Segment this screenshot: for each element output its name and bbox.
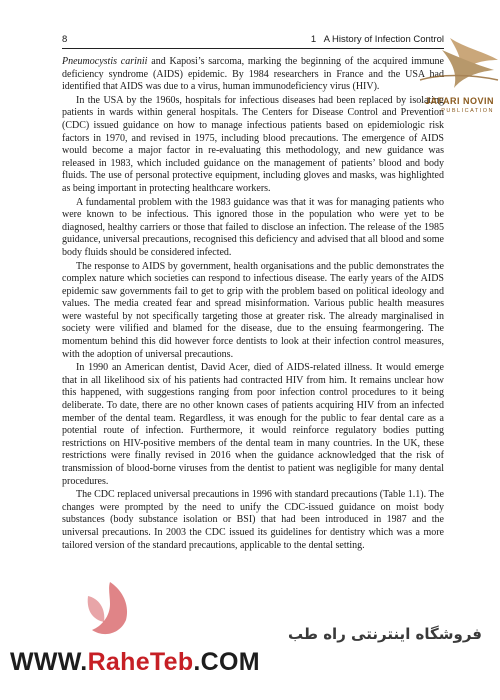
paragraph-text: and Kaposi’s sarcoma, marking the beginning of the acquired immune deficiency syndrome (AIDS) epidemic. By 1984 researchers in France and the USA had identified that AIDS was due to a virus, human immunodeficiency virus (HIV).	[62, 56, 444, 93]
url-suffix: .COM	[193, 648, 260, 676]
store-url	[10, 648, 490, 677]
paragraph-5: In 1990 an American dentist, David Acer, died of AIDS-related illness. It would emerge that in all likelihood six of his patients had contracted HIV from him. It remains unclear how this happened, with suggestions ranging from poor infection control procedures to it being deliberate. To date, there are no other known cases of patients acquiring HIV from an infected member of the dental team. Regardless, it was enough for the public to fear dental care as a potential route of infection. Furthermore, it would reinforce regulatory bodies putting restrictions on HIV-positive members of the dental team in many countries. In the UK, these restrictions were finally revised in 2016 when the guidance acknowledged that the risk of transmission of blood-borne viruses from the dentist to patient was negligible for many dental procedures.	[62, 362, 444, 487]
publisher-watermark	[390, 30, 500, 140]
paragraph-4: The response to AIDS by government, health organisations and the public demonstrates the complex nature which societies can respond to infectious disease. The early years of the AIDS epidemic saw governments fail to get to grip with the problem based on political ideology and values. The media created fear and spread misinformation. Various public health measures were wasteful by not specifically targeting those at greater risk. The already marginalised in society were vilified and blamed for the disease, due to the ensuing fearmongering. The momentum behind this did however force dentists to look at their infection control measures, with the adoption of universal precautions.	[62, 260, 444, 360]
publisher-subtitle: PUBLICATION	[441, 108, 494, 114]
paragraph-2: In the USA by the 1960s, hospitals for infectious diseases had been replaced by isolating patients in wards within general hospitals. The Centers for Disease Control and Prevention (CDC) issued guidance on how to manage infectious patients based on epidemiologic risk factors in 1970, and revised in 1975, including blood precautions. The emergence of AIDS would become a major factor in re-evaluating this methodology, and new guidance was released in 1983, which included guidance on the management of patients’ blood and body fluids. The use of personal protective equipment, including gloves and masks, was highlighted as being important in protecting healthcare workers.	[62, 94, 444, 194]
raheteb-logo-icon	[70, 576, 150, 646]
page-number: 8	[62, 34, 68, 45]
store-name-persian: فروشگاه اینترنتی راه طب	[287, 625, 482, 643]
italic-term: Pneumocystis carinii	[62, 56, 148, 67]
body-text	[62, 56, 444, 553]
publisher-name: JAFARI NOVIN	[424, 96, 494, 106]
publisher-logo-icon	[390, 30, 500, 100]
url-prefix: WWW.	[10, 648, 88, 676]
header-rule	[62, 48, 444, 49]
paragraph-3: A fundamental problem with the 1983 guidance was that it was for managing patients who were known to be infectious. This ignored those in the population who were yet to be diagnosed, healthy carriers or those that failed to disclose an infection. The release of the 1985 guidance, universal precautions, recognised this deficiency and advised that all blood and some body fluids should be considered infected.	[62, 196, 444, 258]
paragraph-6: The CDC replaced universal precautions in 1996 with standard precautions (Table 1.1). The changes were prompted by the need to unify the CDC-issued guidance on moist body substances (body substance isolation or BSI) that had been introduced in 1987 and the universal precautions. In 2003 the CDC issued its guidelines for dentistry which was a more tailored version of the standard precautions, applicable to the dental setting.	[62, 489, 444, 551]
url-brand: RaheTeb	[87, 648, 194, 676]
chapter-title: 1 A History of Infection Control	[310, 34, 444, 45]
paragraph-1	[62, 56, 444, 94]
